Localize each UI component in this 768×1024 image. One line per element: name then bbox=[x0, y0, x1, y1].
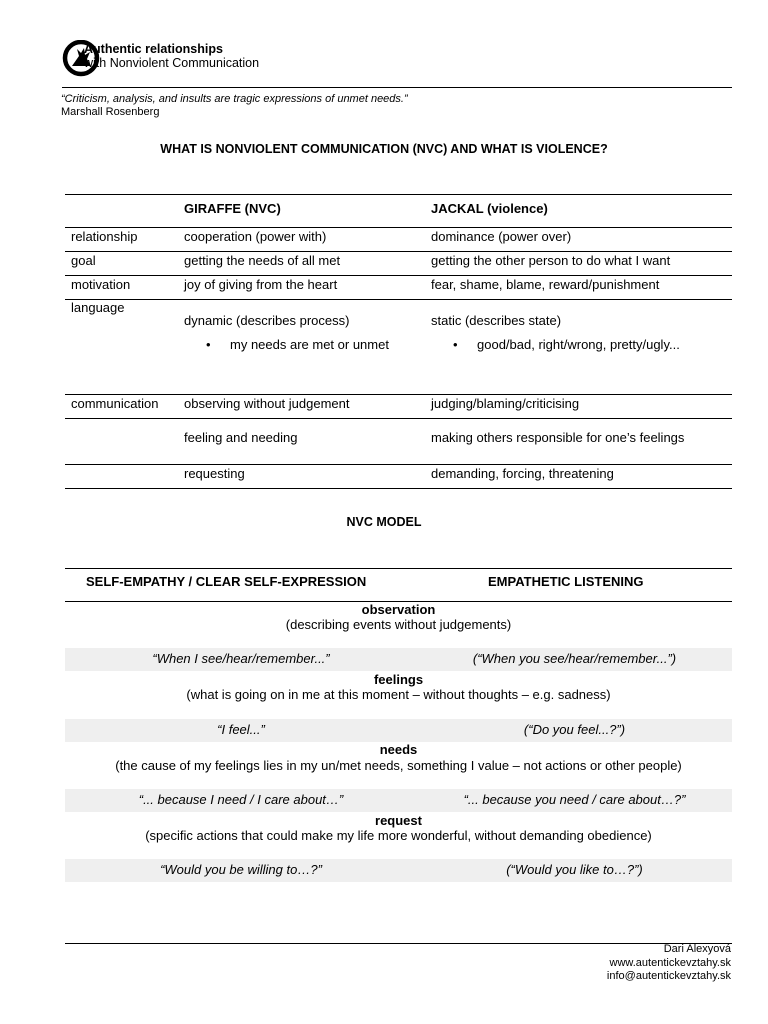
table-row bbox=[65, 275, 732, 299]
giraffe-cell: joy of giving from the heart bbox=[184, 277, 338, 292]
bullet-icon: • bbox=[453, 337, 458, 352]
step-title-feelings: feelings bbox=[373, 672, 424, 687]
giraffe-cell: requesting bbox=[184, 466, 245, 481]
header-subtitle: with Nonviolent Communication bbox=[84, 56, 260, 70]
page-title: WHAT IS NONVIOLENT COMMUNICATION (NVC) AND WHAT IS VIOLENCE? bbox=[160, 142, 608, 156]
jackal-cell: static (describes state) bbox=[431, 313, 562, 328]
step-title-request: request bbox=[375, 813, 422, 828]
jackal-cell: fear, shame, blame, reward/punishment bbox=[431, 277, 660, 292]
header-title: Authentic relationships bbox=[84, 42, 223, 56]
self-expression-phrase: “Would you be willing to…?” bbox=[160, 862, 322, 877]
row-label: language bbox=[71, 300, 125, 315]
table-row bbox=[65, 418, 732, 464]
bullet-text: good/bad, right/wrong, pretty/ugly... bbox=[477, 337, 680, 352]
step-title-needs: needs bbox=[379, 742, 418, 757]
self-expression-phrase: “When I see/hear/remember...” bbox=[152, 651, 330, 666]
phrase-row bbox=[65, 648, 732, 671]
listening-phrase: “... because you need / care about…?” bbox=[463, 792, 686, 807]
table-row bbox=[65, 394, 732, 418]
comparison-table bbox=[65, 194, 732, 489]
row-label: relationship bbox=[71, 229, 138, 244]
column-header-giraffe: GIRAFFE (NVC) bbox=[184, 201, 281, 216]
table-row bbox=[65, 227, 732, 251]
bullet-text: my needs are met or unmet bbox=[230, 337, 389, 352]
listening-phrase: (“Do you feel...?”) bbox=[523, 722, 626, 737]
model-header bbox=[65, 568, 732, 602]
page-footer bbox=[607, 943, 731, 984]
jackal-cell: judging/blaming/criticising bbox=[431, 396, 580, 411]
author-name: Dari Alexyová bbox=[663, 943, 731, 955]
quote-author: Marshall Rosenberg bbox=[61, 106, 160, 118]
bullet-icon: • bbox=[206, 337, 211, 352]
model-header-empathetic-listening: EMPATHETIC LISTENING bbox=[488, 574, 644, 589]
self-expression-phrase: “... because I need / I care about…” bbox=[138, 792, 344, 807]
giraffe-cell: dynamic (describes process) bbox=[184, 313, 350, 328]
model-title: NVC MODEL bbox=[346, 515, 422, 529]
phrase-row bbox=[65, 719, 732, 742]
quote-text: “Criticism, analysis, and insults are tragic expressions of unmet needs.” bbox=[61, 93, 408, 105]
jackal-cell: demanding, forcing, threatening bbox=[431, 466, 614, 481]
email-link[interactable]: info@autentickevztahy.sk bbox=[606, 970, 731, 982]
column-header-jackal: JACKAL (violence) bbox=[431, 201, 548, 216]
step-description: (describing events without judgements) bbox=[285, 617, 512, 632]
table-row bbox=[65, 464, 732, 489]
step-title-observation: observation bbox=[361, 602, 436, 617]
table-header-row bbox=[65, 194, 732, 228]
model-header-self-empathy: SELF-EMPATHY / CLEAR SELF-EXPRESSION bbox=[86, 574, 367, 589]
jackal-cell: making others responsible for one’s feelings bbox=[431, 430, 685, 445]
step-description: (the cause of my feelings lies in my un/met needs, something I value – not actions or other people) bbox=[115, 758, 682, 773]
giraffe-cell: getting the needs of all met bbox=[184, 253, 341, 268]
table-row bbox=[65, 299, 732, 394]
phrase-row bbox=[65, 859, 732, 882]
phrase-row bbox=[65, 789, 732, 812]
table-row bbox=[65, 251, 732, 275]
giraffe-cell: feeling and needing bbox=[184, 430, 298, 445]
row-label: goal bbox=[71, 253, 96, 268]
giraffe-cell: cooperation (power with) bbox=[184, 229, 327, 244]
self-expression-phrase: “I feel...” bbox=[217, 722, 265, 737]
row-label: motivation bbox=[71, 277, 131, 292]
listening-phrase: (“When you see/hear/remember...”) bbox=[472, 651, 677, 666]
jackal-cell: dominance (power over) bbox=[431, 229, 572, 244]
row-label: communication bbox=[71, 396, 159, 411]
step-description: (specific actions that could make my life more wonderful, without demanding obedience) bbox=[145, 828, 652, 843]
website-link[interactable]: www.autentickevztahy.sk bbox=[609, 956, 731, 969]
listening-phrase: (“Would you like to…?”) bbox=[506, 862, 643, 877]
giraffe-cell: observing without judgement bbox=[184, 396, 350, 411]
jackal-cell: getting the other person to do what I want bbox=[431, 253, 671, 268]
page-header bbox=[62, 40, 732, 88]
step-description: (what is going on in me at this moment – without thoughts – e.g. sadness) bbox=[186, 687, 611, 702]
